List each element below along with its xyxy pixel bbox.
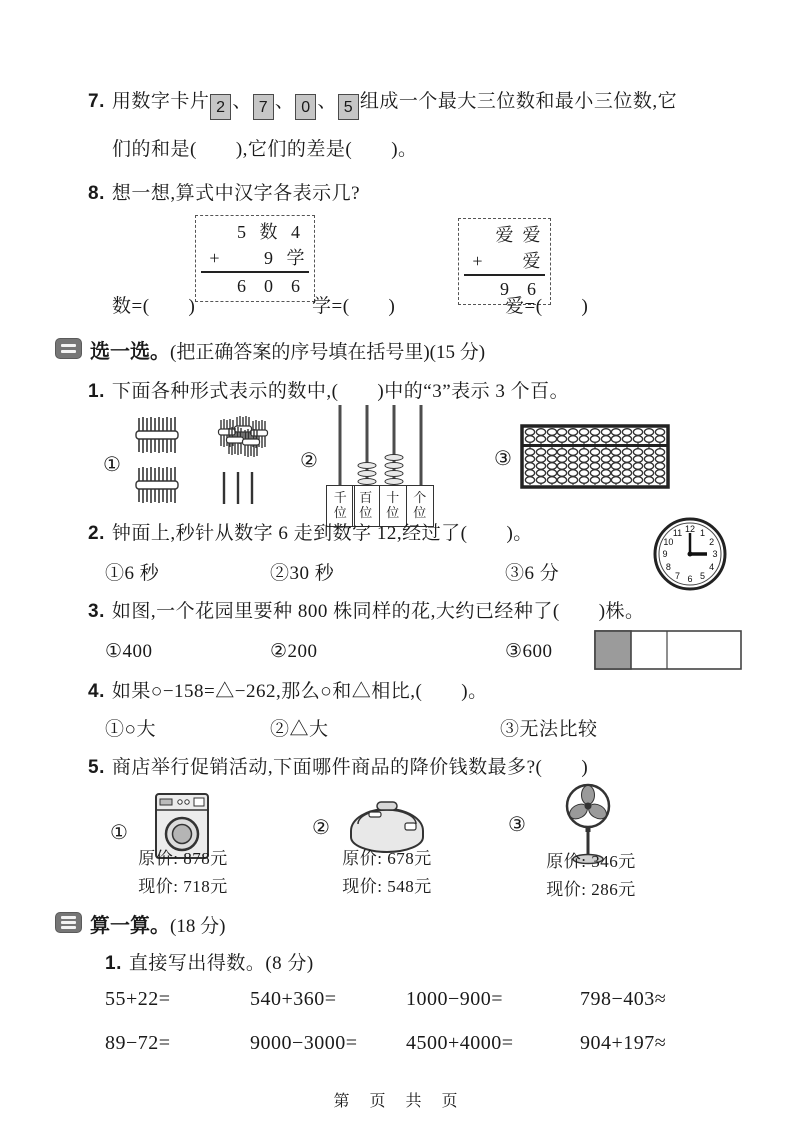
addend-row-2 <box>201 245 309 271</box>
thousands-label: 千位 <box>333 490 347 520</box>
question-4-option-1: ①○大 <box>105 719 156 740</box>
product-3-original-price: 原价: 346元 <box>546 852 636 871</box>
question-7-text-after: 组成一个最大三位数和最小三位数,它 <box>359 91 678 112</box>
question-3-text: 如图,一个花园里要种 800 株同样的花,大约已经种了( )株。 <box>111 601 645 622</box>
cell: 爱 <box>522 225 541 245</box>
question-2-text: 钟面上,秒针从数字 6 走到数字 12,经过了( )。 <box>111 523 533 544</box>
addend-row-2 <box>464 248 545 274</box>
cell: 6 <box>291 276 300 296</box>
numeral-two-icon <box>55 338 82 359</box>
plus-sign: + <box>209 248 220 268</box>
addend-row-1 <box>464 222 545 248</box>
cell: 0 <box>264 276 273 296</box>
clock-number: 9 <box>662 549 668 559</box>
card-separator: 、 <box>232 91 252 112</box>
calc-row-2 <box>105 1032 666 1055</box>
abacus-icon <box>520 424 670 490</box>
question-4-text: 如果○−158=△−262,那么○和△相比,( )。 <box>111 681 488 702</box>
cell: 爱 <box>522 251 541 271</box>
calc-expression: 4500+4000= <box>406 1032 514 1054</box>
card-separator: 、 <box>274 91 295 112</box>
question-5-line <box>88 754 588 782</box>
option-2-label: ② <box>300 450 318 472</box>
plus-sign: + <box>472 251 483 271</box>
option-1-label: ① <box>103 454 121 476</box>
question-8-number: 8. <box>88 183 105 204</box>
cell: 爱 <box>495 225 514 245</box>
question-5-text: 商店举行促销活动,下面哪件商品的降价钱数最多?( ) <box>111 757 589 778</box>
question-3-option-3: ③600 <box>505 641 553 662</box>
cell: 5 <box>237 222 246 242</box>
tens-label: 十位 <box>386 490 400 520</box>
cell <box>228 245 255 271</box>
cell: 6 <box>237 276 246 296</box>
calc-row-1 <box>105 988 666 1011</box>
question-4-option-3: ③无法比较 <box>500 719 598 740</box>
addend-row-1 <box>201 219 309 245</box>
answer-blank-shu: 数=( ) <box>112 296 196 317</box>
clock-icon <box>652 516 728 592</box>
question-2-option-1: ①6 秒 <box>105 563 160 584</box>
vertical-addition-box-2 <box>458 218 551 305</box>
question-1-number: 1. <box>88 381 105 402</box>
question-2-option-2: ②30 秒 <box>270 563 335 584</box>
number-card-0: 0 <box>295 94 316 120</box>
number-card-2: 2 <box>210 94 231 120</box>
cell <box>491 248 518 274</box>
calc-subsection-number: 1. <box>105 953 122 974</box>
cell: 6 <box>527 279 536 299</box>
question-3-option-2: ②200 <box>270 641 318 662</box>
tens-column <box>380 405 407 527</box>
question-3-number: 3. <box>88 601 105 622</box>
cell: 9 <box>264 248 273 268</box>
question-7-line-1 <box>88 88 677 120</box>
product-3-current-price: 现价: 286元 <box>546 880 636 900</box>
calc-expression: 798−403≈ <box>580 988 667 1010</box>
question-2-line <box>88 520 533 548</box>
clock-number: 2 <box>709 537 715 547</box>
clock-number: 5 <box>699 571 706 581</box>
cell: 4 <box>291 222 300 242</box>
cell <box>201 219 228 245</box>
question-7-text-before: 用数字卡片 <box>111 91 210 112</box>
question-7-line-2: 们的和是( ),它们的差是( )。 <box>112 139 418 160</box>
calc-expression: 540+360= <box>250 988 337 1010</box>
sum-row <box>201 271 309 299</box>
calc-expression: 89−72= <box>105 1032 171 1054</box>
clock-number: 6 <box>687 574 693 584</box>
cell <box>464 276 491 302</box>
calc-expression: 9000−3000= <box>250 1032 358 1054</box>
cell <box>464 222 491 248</box>
cell: 9 <box>500 279 509 299</box>
section-3-header <box>90 909 225 938</box>
card-separator: 、 <box>317 91 337 112</box>
numeral-three-icon <box>55 912 82 933</box>
calc-expression: 55+22= <box>105 988 171 1010</box>
question-4-line <box>88 678 488 706</box>
question-4-option-2: ②△大 <box>270 719 329 740</box>
section-2-header <box>90 335 485 364</box>
question-5-number: 5. <box>88 757 105 778</box>
question-3-line <box>88 598 645 626</box>
section-3-subtitle: (18 分) <box>170 916 226 937</box>
question-2-option-3: ③6 分 <box>505 563 560 584</box>
hundreds-label: 百位 <box>359 490 373 520</box>
question-8-line <box>88 180 360 208</box>
answer-blank-xue: 学=( ) <box>312 296 396 317</box>
product-3-label: ③ <box>508 814 526 836</box>
vertical-addition-box-1 <box>195 215 315 302</box>
section-2-subtitle: (把正确答案的序号填在括号里)(15 分) <box>170 342 486 363</box>
clock-number: 3 <box>712 549 718 559</box>
clock-number: 4 <box>709 562 715 572</box>
ones-column <box>407 405 434 527</box>
product-2-current-price: 现价: 548元 <box>342 877 432 897</box>
question-3-option-1: ①400 <box>105 641 153 662</box>
product-1-original-price: 原价: 878元 <box>138 849 228 868</box>
cell <box>201 273 228 299</box>
hundreds-column <box>353 405 380 527</box>
progress-bar-icon <box>594 630 742 670</box>
calc-expression: 904+197≈ <box>580 1032 667 1054</box>
cell: 数 <box>259 222 278 242</box>
clock-number: 11 <box>672 528 683 538</box>
question-7-number: 7. <box>88 91 105 112</box>
clock-number: 12 <box>684 524 696 534</box>
product-1-current-price: 现价: 718元 <box>138 877 228 897</box>
calc-subsection <box>105 950 314 978</box>
number-card-7: 7 <box>253 94 274 120</box>
question-8-text: 想一想,算式中汉字各表示几? <box>111 183 361 204</box>
question-1-text: 下面各种形式表示的数中,( )中的“3”表示 3 个百。 <box>111 381 570 402</box>
clock-number: 1 <box>699 528 706 538</box>
clock-number: 8 <box>665 562 671 572</box>
calc-expression: 1000−900= <box>406 988 504 1010</box>
answer-blank-ai: 爱=( ) <box>505 296 589 317</box>
product-2-prices <box>322 845 452 901</box>
clock-number: 7 <box>674 571 681 581</box>
section-3-title: 算一算。 <box>90 915 170 937</box>
ones-label: 个位 <box>413 490 427 520</box>
bundles-of-sticks-icon <box>128 414 290 510</box>
product-2-original-price: 原价: 678元 <box>342 849 432 868</box>
product-2-label: ② <box>312 817 330 839</box>
question-1-line <box>88 378 569 406</box>
section-2-title: 选一选。 <box>90 341 170 363</box>
cell: 学 <box>286 248 305 268</box>
shaded-segment <box>595 631 631 669</box>
place-value-counter-icon <box>326 405 434 527</box>
product-1-prices <box>118 845 248 901</box>
product-3-prices <box>525 848 657 904</box>
thousands-column <box>326 405 353 527</box>
clock-number: 10 <box>663 537 674 547</box>
option-3-label: ③ <box>494 448 512 470</box>
number-card-5: 5 <box>338 94 359 120</box>
page-footer: 第 页 共 页 <box>333 1093 460 1110</box>
question-2-number: 2. <box>88 523 105 544</box>
product-1-label: ① <box>110 822 128 844</box>
calc-subsection-text: 直接写出得数。(8 分) <box>128 953 314 974</box>
question-4-number: 4. <box>88 681 105 702</box>
